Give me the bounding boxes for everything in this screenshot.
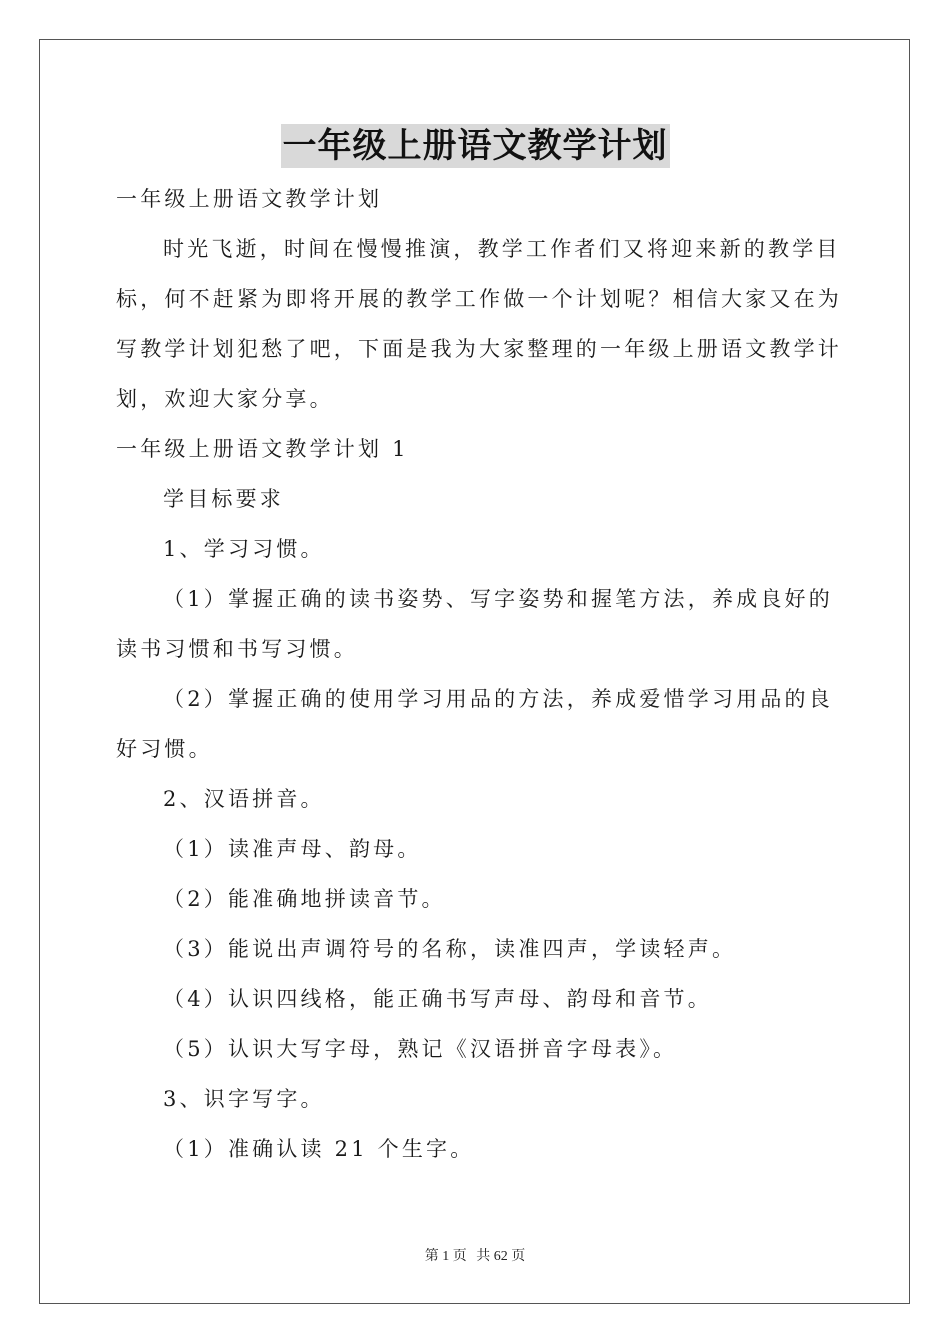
body-line: 一年级上册语文教学计划 bbox=[116, 187, 383, 211]
list-item: （1）读准声母、韵母。 bbox=[163, 837, 422, 861]
list-heading: 3、识字写字。 bbox=[163, 1087, 325, 1111]
body-line: 写教学计划犯愁了吧，下面是我为大家整理的一年级上册语文教学计 bbox=[116, 337, 842, 361]
page-total: 共 62 页 bbox=[476, 1249, 526, 1264]
list-item: （2）能准确地拼读音节。 bbox=[163, 887, 446, 911]
section-heading: 一年级上册语文教学计划 1 bbox=[116, 437, 409, 461]
list-item: （2）掌握正确的使用学习用品的方法，养成爱惜学习用品的良 bbox=[163, 687, 833, 711]
list-item: （3）能说出声调符号的名称，读准四声，学读轻声。 bbox=[163, 937, 737, 961]
list-item: （5）认识大写字母，熟记《汉语拼音字母表》。 bbox=[163, 1037, 678, 1061]
page-footer bbox=[0, 1248, 950, 1266]
body-line: 好习惯。 bbox=[116, 737, 213, 761]
list-item: （1）准确认读 21 个生字。 bbox=[163, 1137, 475, 1161]
body-line: 划，欢迎大家分享。 bbox=[116, 387, 334, 411]
body-line: 标，何不赶紧为即将开展的教学工作做一个计划呢？相信大家又在为 bbox=[116, 287, 842, 311]
list-item: （1）掌握正确的读书姿势、写字姿势和握笔方法，养成良好的 bbox=[163, 587, 833, 611]
title-wrapper bbox=[0, 124, 950, 168]
page-number: 第 1 页 bbox=[424, 1249, 467, 1264]
body-line: 学目标要求 bbox=[163, 487, 284, 511]
list-item: （4）认识四线格，能正确书写声母、韵母和音节。 bbox=[163, 987, 712, 1011]
document-title: 一年级上册语文教学计划 bbox=[282, 126, 668, 166]
page-border bbox=[39, 39, 910, 1304]
body-line: 时光飞逝，时间在慢慢推演，教学工作者们又将迎来新的教学目 bbox=[163, 237, 841, 261]
body-line: 读书习惯和书写习惯。 bbox=[116, 637, 358, 661]
list-heading: 2、汉语拼音。 bbox=[163, 787, 325, 811]
list-heading: 1、学习习惯。 bbox=[163, 537, 325, 561]
